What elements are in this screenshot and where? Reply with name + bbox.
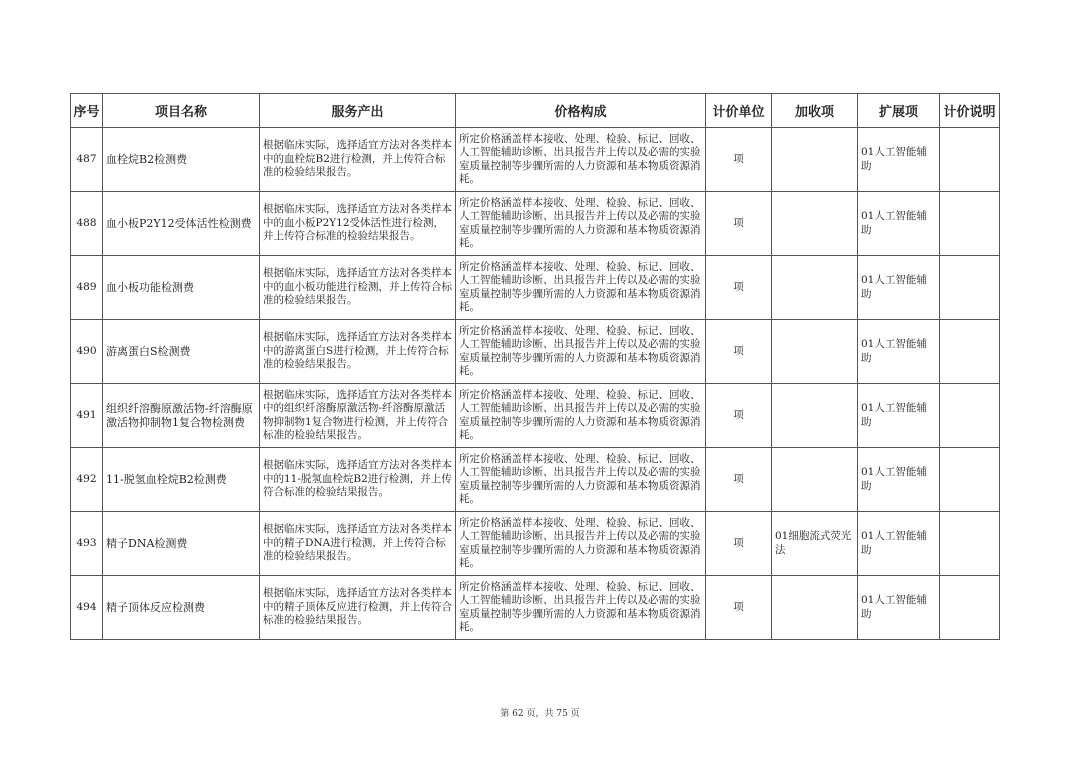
cell-ext: 01人工智能辅助	[858, 192, 940, 256]
cell-extra	[772, 576, 858, 640]
table-row	[71, 192, 1000, 256]
cell-price: 所定价格涵盖样本接收、处理、检验、标记、回收、人工智能辅助诊断、出具报告并上传以及必需的实验室质量控制等步骤所需的人力资源和基本物质资源消耗。	[456, 448, 706, 512]
cell-service: 根据临床实际，选择适宜方法对各类样本中的血小板功能进行检测，并上传符合标准的检验结果报告。	[260, 256, 456, 320]
cell-unit: 项	[706, 384, 772, 448]
price-table	[70, 93, 1000, 640]
cell-service: 根据临床实际，选择适宜方法对各类样本中的组织纤溶酶原激活物-纤溶酶原激活物抑制物1复合物进行检测，并上传符合标准的检验结果报告。	[260, 384, 456, 448]
cell-note	[940, 192, 1000, 256]
cell-unit: 项	[706, 576, 772, 640]
cell-price: 所定价格涵盖样本接收、处理、检验、标记、回收、人工智能辅助诊断、出具报告并上传以及必需的实验室质量控制等步骤所需的人力资源和基本物质资源消耗。	[456, 128, 706, 192]
cell-extra	[772, 128, 858, 192]
cell-name: 游离蛋白S检测费	[103, 320, 260, 384]
cell-service: 根据临床实际，选择适宜方法对各类样本中的游离蛋白S进行检测，并上传符合标准的检验结果报告。	[260, 320, 456, 384]
cell-no: 492	[71, 448, 103, 512]
cell-price: 所定价格涵盖样本接收、处理、检验、标记、回收、人工智能辅助诊断、出具报告并上传以及必需的实验室质量控制等步骤所需的人力资源和基本物质资源消耗。	[456, 512, 706, 576]
cell-price: 所定价格涵盖样本接收、处理、检验、标记、回收、人工智能辅助诊断、出具报告并上传以及必需的实验室质量控制等步骤所需的人力资源和基本物质资源消耗。	[456, 320, 706, 384]
cell-unit: 项	[706, 128, 772, 192]
cell-note	[940, 576, 1000, 640]
cell-name: 血栓烷B2检测费	[103, 128, 260, 192]
cell-ext: 01人工智能辅助	[858, 512, 940, 576]
cell-no: 491	[71, 384, 103, 448]
cell-note	[940, 256, 1000, 320]
header-no: 序号	[71, 94, 103, 128]
cell-name: 11-脱氢血栓烷B2检测费	[103, 448, 260, 512]
cell-note	[940, 128, 1000, 192]
header-extra: 加收项	[772, 94, 858, 128]
cell-note	[940, 512, 1000, 576]
cell-ext: 01人工智能辅助	[858, 128, 940, 192]
cell-extra	[772, 448, 858, 512]
cell-price: 所定价格涵盖样本接收、处理、检验、标记、回收、人工智能辅助诊断、出具报告并上传以及必需的实验室质量控制等步骤所需的人力资源和基本物质资源消耗。	[456, 576, 706, 640]
cell-name: 精子DNA检测费	[103, 512, 260, 576]
table-row	[71, 576, 1000, 640]
table-row	[71, 320, 1000, 384]
cell-extra	[772, 256, 858, 320]
page-footer: 第 62 页，共 75 页	[500, 709, 580, 719]
table-body	[71, 128, 1000, 640]
cell-price: 所定价格涵盖样本接收、处理、检验、标记、回收、人工智能辅助诊断、出具报告并上传以及必需的实验室质量控制等步骤所需的人力资源和基本物质资源消耗。	[456, 192, 706, 256]
cell-ext: 01人工智能辅助	[858, 384, 940, 448]
cell-name: 血小板功能检测费	[103, 256, 260, 320]
cell-name: 组织纤溶酶原激活物-纤溶酶原激活物抑制物1复合物检测费	[103, 384, 260, 448]
cell-no: 493	[71, 512, 103, 576]
header-unit: 计价单位	[706, 94, 772, 128]
cell-extra	[772, 384, 858, 448]
cell-service: 根据临床实际，选择适宜方法对各类样本中的精子顶体反应进行检测，并上传符合标准的检验结果报告。	[260, 576, 456, 640]
cell-service: 根据临床实际，选择适宜方法对各类样本中的血栓烷B2进行检测，并上传符合标准的检验结果报告。	[260, 128, 456, 192]
cell-extra	[772, 320, 858, 384]
cell-unit: 项	[706, 320, 772, 384]
cell-name: 血小板P2Y12受体活性检测费	[103, 192, 260, 256]
cell-unit: 项	[706, 256, 772, 320]
cell-price: 所定价格涵盖样本接收、处理、检验、标记、回收、人工智能辅助诊断、出具报告并上传以及必需的实验室质量控制等步骤所需的人力资源和基本物质资源消耗。	[456, 384, 706, 448]
header-name: 项目名称	[103, 94, 260, 128]
cell-service: 根据临床实际，选择适宜方法对各类样本中的血小板P2Y12受体活性进行检测，并上传符合标准的检验结果报告。	[260, 192, 456, 256]
cell-ext: 01人工智能辅助	[858, 448, 940, 512]
cell-unit: 项	[706, 512, 772, 576]
cell-ext: 01人工智能辅助	[858, 256, 940, 320]
cell-no: 494	[71, 576, 103, 640]
cell-service: 根据临床实际，选择适宜方法对各类样本中的11-脱氢血栓烷B2进行检测，并上传符合标准的检验结果报告。	[260, 448, 456, 512]
cell-no: 489	[71, 256, 103, 320]
table-header-row	[71, 94, 1000, 128]
header-price: 价格构成	[456, 94, 706, 128]
table-row	[71, 128, 1000, 192]
cell-name: 精子顶体反应检测费	[103, 576, 260, 640]
table-row	[71, 512, 1000, 576]
cell-no: 487	[71, 128, 103, 192]
cell-extra: 01细胞流式荧光法	[772, 512, 858, 576]
cell-note	[940, 320, 1000, 384]
cell-price: 所定价格涵盖样本接收、处理、检验、标记、回收、人工智能辅助诊断、出具报告并上传以及必需的实验室质量控制等步骤所需的人力资源和基本物质资源消耗。	[456, 256, 706, 320]
cell-service: 根据临床实际，选择适宜方法对各类样本中的精子DNA进行检测，并上传符合标准的检验结果报告。	[260, 512, 456, 576]
cell-no: 488	[71, 192, 103, 256]
cell-unit: 项	[706, 448, 772, 512]
table-row	[71, 448, 1000, 512]
header-service: 服务产出	[260, 94, 456, 128]
table-row	[71, 384, 1000, 448]
cell-no: 490	[71, 320, 103, 384]
cell-note	[940, 384, 1000, 448]
table-row	[71, 256, 1000, 320]
header-ext: 扩展项	[858, 94, 940, 128]
cell-ext: 01人工智能辅助	[858, 320, 940, 384]
cell-note	[940, 448, 1000, 512]
cell-ext: 01人工智能辅助	[858, 576, 940, 640]
cell-extra	[772, 192, 858, 256]
header-note: 计价说明	[940, 94, 1000, 128]
cell-unit: 项	[706, 192, 772, 256]
